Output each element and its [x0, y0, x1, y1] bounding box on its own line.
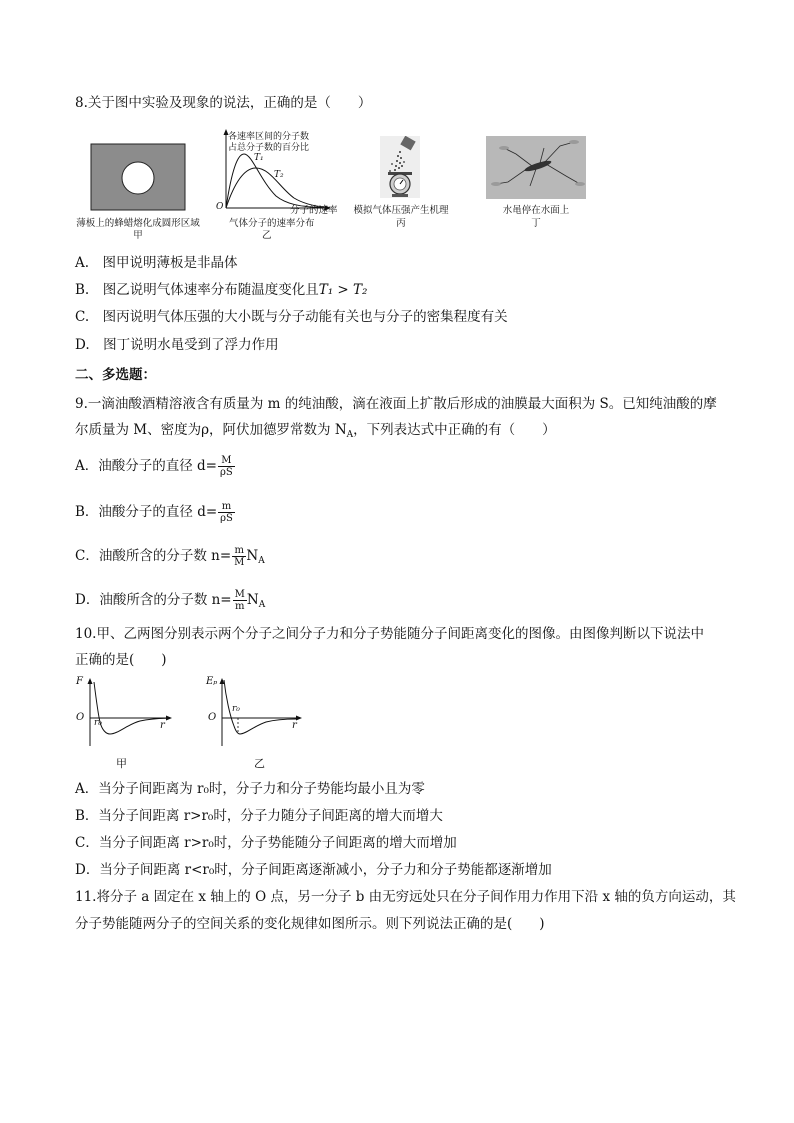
fig-potential-curve [204, 676, 304, 748]
fig10-jia-xaxis: r [160, 720, 165, 731]
fig10-yi-yaxis: Eₚ [206, 676, 218, 687]
q9-d-denominator: m [235, 601, 245, 612]
fig10-jia-origin: O [76, 712, 85, 723]
q9-a-denominator: ρS [220, 467, 233, 478]
q9-option-a-fraction [218, 455, 235, 478]
q9-stem-line2-end: ，下列表达式中正确的有（ ） [353, 422, 556, 438]
q9-option-d-fraction [233, 589, 247, 612]
fig-yi-ylabel-2: 占总分子数的百分比 [228, 143, 310, 153]
q9-option-c [75, 545, 265, 570]
fig-bing-tag: 丙 [396, 218, 406, 229]
fig10-yi-origin: O [208, 712, 217, 723]
q11-stem-line2: 分子势能随两分子的空间关系的变化规律如图所示。则下列说法正确的是( ) [75, 916, 545, 932]
q8-option-b [75, 281, 367, 299]
fig-beads-scale [380, 136, 420, 198]
q8-option-d: D. 图丁说明水黾受到了浮力作用 [75, 337, 279, 353]
q9-stem-line2 [75, 421, 556, 444]
q8-option-c: C. 图丙说明气体压强的大小既与分子动能有关也与分子的密集程度有关 [75, 309, 508, 325]
fig-jia-tag: 甲 [133, 230, 143, 241]
q9-b-numerator: m [218, 501, 235, 513]
fig-ding-tag: 丁 [531, 218, 541, 229]
fig-yi-ylabel-1: 各速率区间的分子数 [228, 132, 310, 142]
fig-water-strider [486, 136, 586, 199]
q9-option-b-fraction [218, 501, 235, 524]
q9-stem-line2-text: 尔质量为 M、密度为ρ，阿伏加德罗常数为 N [75, 422, 347, 438]
fig10-jia-tag: 甲 [116, 757, 127, 770]
q9-c-tail: N [246, 548, 259, 564]
fig-yi-xlabel: 分子的速率 [290, 205, 338, 216]
q9-d-sub: A [258, 600, 266, 610]
fig-yi-curve-2: T₂ [274, 170, 284, 180]
q9-option-a [75, 455, 235, 478]
q10-option-b: B．当分子间距离 r>r₀时，分子力随分子间距离的增大而增大 [75, 808, 443, 824]
q9-option-a-text: A．油酸分子的直径 d= [75, 458, 217, 474]
q9-d-tail: N [246, 592, 259, 608]
q10-stem-line1: 10.甲、乙两图分别表示两个分子之间分子力和分子势能随分子间距离变化的图像。由图像判断以下说法中 [75, 626, 704, 642]
q10-option-a: A．当分子间距离为 r₀时，分子力和分子势能均最小且为零 [75, 781, 425, 797]
fig-yi-curve-1: T₁ [254, 153, 264, 163]
q9-option-b [75, 501, 235, 524]
q11-stem-line1: 11.将分子 a 固定在 x 轴上的 O 点，另一分子 b 由无穷远处只在分子间作用力作用下沿 x 轴的负方向运动，其 [75, 889, 736, 905]
fig-yi-tag: 乙 [262, 230, 272, 241]
q9-d-numerator: M [234, 589, 245, 600]
q9-stem-sub: A [346, 430, 354, 440]
fig10-jia-r0: r₀ [94, 718, 102, 728]
fig10-yi-r0: r₀ [232, 704, 240, 714]
q8-stem: 8.关于图中实验及现象的说法，正确的是（ ） [75, 95, 372, 111]
fig-ding-caption: 水黾停在水面上 [502, 205, 570, 216]
q9-option-d [75, 589, 265, 614]
q9-b-denominator: ρS [220, 513, 233, 524]
fig-yi-origin: O [216, 202, 224, 212]
fig10-jia-yaxis: F [76, 676, 83, 687]
q9-c-denominator: M [234, 557, 245, 568]
q9-stem-line1: 9.一滴油酸酒精溶液含有质量为 m 的纯油酸，滴在液面上扩散后形成的油膜最大面积为 S。已知纯油酸的摩 [75, 396, 717, 412]
q9-option-c-fraction [232, 545, 246, 568]
q9-c-numerator: m [232, 545, 246, 557]
fig-bing-caption: 模拟气体压强产生机理 [353, 205, 449, 216]
fig-jia-caption: 薄板上的蜂蜡熔化成圆形区域 [76, 218, 200, 229]
fig10-yi-tag: 乙 [254, 757, 265, 770]
q10-option-d: D．当分子间距离 r<r₀时，分子间距离逐渐减小，分子力和分子势能都逐渐增加 [75, 862, 552, 878]
q8-option-a: A. 图甲说明薄板是非晶体 [75, 255, 238, 271]
q9-c-sub: A [258, 556, 265, 566]
q9-option-d-text: D．油酸所含的分子数 n= [75, 592, 232, 608]
q9-option-b-text: B．油酸分子的直径 d= [75, 504, 218, 520]
fig-force-curve [74, 676, 174, 748]
q8-option-b-math: T₁ > T₂ [318, 282, 368, 298]
q10-stem-line2: 正确的是( ) [75, 652, 167, 668]
fig10-yi-xaxis: r [292, 720, 297, 731]
q9-a-numerator: M [218, 455, 235, 467]
q8-option-b-text: B. 图乙说明气体速率分布随温度变化且 [75, 282, 319, 298]
section-multi-choice: 二、多选题： [75, 367, 156, 383]
fig-yi-caption: 气体分子的速率分布 [229, 218, 315, 229]
q10-option-c: C．当分子间距离 r>r₀时，分子势能随分子间距离的增大而增加 [75, 835, 457, 851]
q9-option-c-text: C．油酸所含的分子数 n= [75, 548, 232, 564]
fig-wax-board [90, 143, 186, 211]
